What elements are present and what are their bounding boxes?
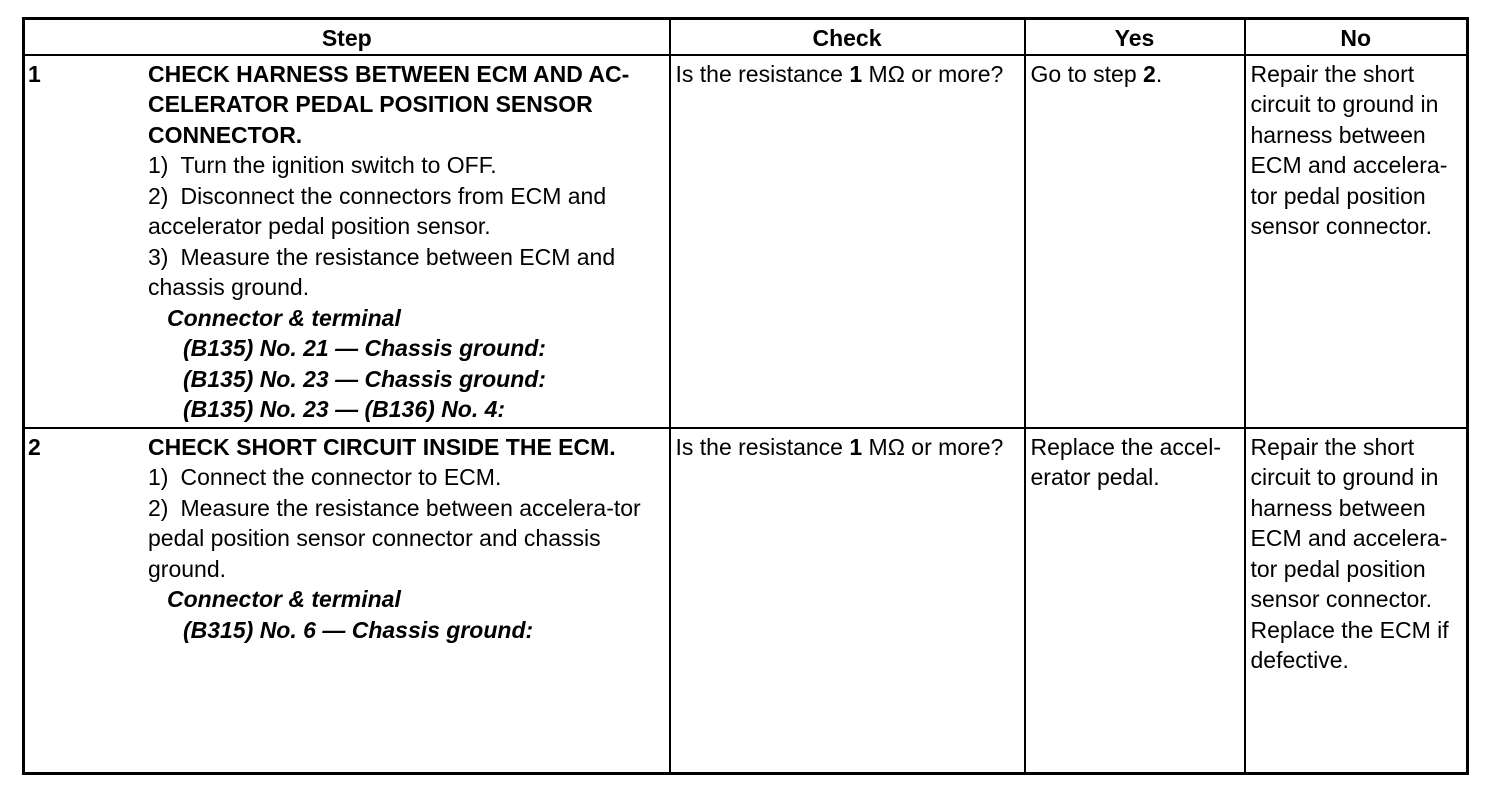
instruction xyxy=(148,493,663,585)
check-unit: MΩ or more? xyxy=(862,60,1004,87)
instruction-text: Measure the resistance between accelera-tor pedal position sensor connector and chassis ground. xyxy=(148,494,641,582)
header-yes: Yes xyxy=(1025,19,1245,55)
step-number: 2 xyxy=(28,433,41,460)
check-cell xyxy=(670,428,1025,774)
header-check: Check xyxy=(670,19,1025,55)
step-cell xyxy=(24,428,670,774)
check-text: Is the resistance xyxy=(675,433,850,460)
yes-step-ref: 2 xyxy=(1143,60,1156,87)
instruction-number: 2) xyxy=(148,494,169,521)
instruction-text: Turn the ignition switch to OFF. xyxy=(180,152,497,178)
check-cell xyxy=(670,55,1025,428)
step-title: CHECK HARNESS BETWEEN ECM AND AC-CELERATOR PEDAL POSITION SENSOR CONNECTOR. xyxy=(148,60,630,148)
diagnostic-table xyxy=(22,17,1469,775)
header-no: No xyxy=(1245,19,1468,55)
instruction-number: 1) xyxy=(148,464,169,490)
check-unit: MΩ or more? xyxy=(862,433,1004,460)
check-text: Is the resistance xyxy=(675,60,850,87)
step-body xyxy=(148,59,663,425)
no-cell: Repair the short circuit to ground in harness between ECM and accelera-tor pedal position sensor connector. Replace the ECM if defective. xyxy=(1245,428,1468,774)
connector-line: (B135) No. 23 — (B136) No. 4: xyxy=(183,396,506,422)
check-value: 1 xyxy=(849,433,863,460)
yes-text: Go to step xyxy=(1030,60,1144,87)
connector-heading: Connector & terminal xyxy=(167,304,401,331)
diagnostic-table-sheet xyxy=(22,17,1466,775)
table-row xyxy=(24,55,1468,428)
yes-cell: Replace the accel-erator pedal. xyxy=(1025,428,1245,774)
step-number: 1 xyxy=(28,60,41,87)
connector-line: (B135) No. 21 — Chassis ground: xyxy=(183,335,546,361)
instruction-number: 3) xyxy=(148,243,169,270)
instruction-text: Disconnect the connectors from ECM and accelerator pedal position sensor. xyxy=(148,182,607,239)
instruction xyxy=(148,150,663,181)
header-step: Step xyxy=(24,19,670,55)
yes-cell xyxy=(1025,55,1245,428)
instruction-text: Connect the connector to ECM. xyxy=(180,464,502,490)
connector-line: (B135) No. 23 — Chassis ground: xyxy=(183,365,546,392)
instruction-number: 1) xyxy=(148,152,169,178)
connector-line: (B315) No. 6 — Chassis ground: xyxy=(183,616,534,643)
step-cell xyxy=(24,55,670,428)
connector-heading: Connector & terminal xyxy=(167,586,401,612)
check-value: 1 xyxy=(849,60,863,87)
instruction-text: Measure the resistance between ECM and chassis ground. xyxy=(148,243,616,300)
instruction xyxy=(148,462,663,493)
no-cell: Repair the short circuit to ground in harness between ECM and accelera-tor pedal position sensor connector. xyxy=(1245,55,1468,428)
instruction xyxy=(148,181,663,242)
header-row xyxy=(24,19,1468,55)
table-row xyxy=(24,428,1468,774)
step-title: CHECK SHORT CIRCUIT INSIDE THE ECM. xyxy=(148,433,616,460)
step-body xyxy=(148,432,663,646)
instruction-number: 2) xyxy=(148,182,169,209)
yes-punct: . xyxy=(1155,60,1163,87)
instruction xyxy=(148,242,663,303)
